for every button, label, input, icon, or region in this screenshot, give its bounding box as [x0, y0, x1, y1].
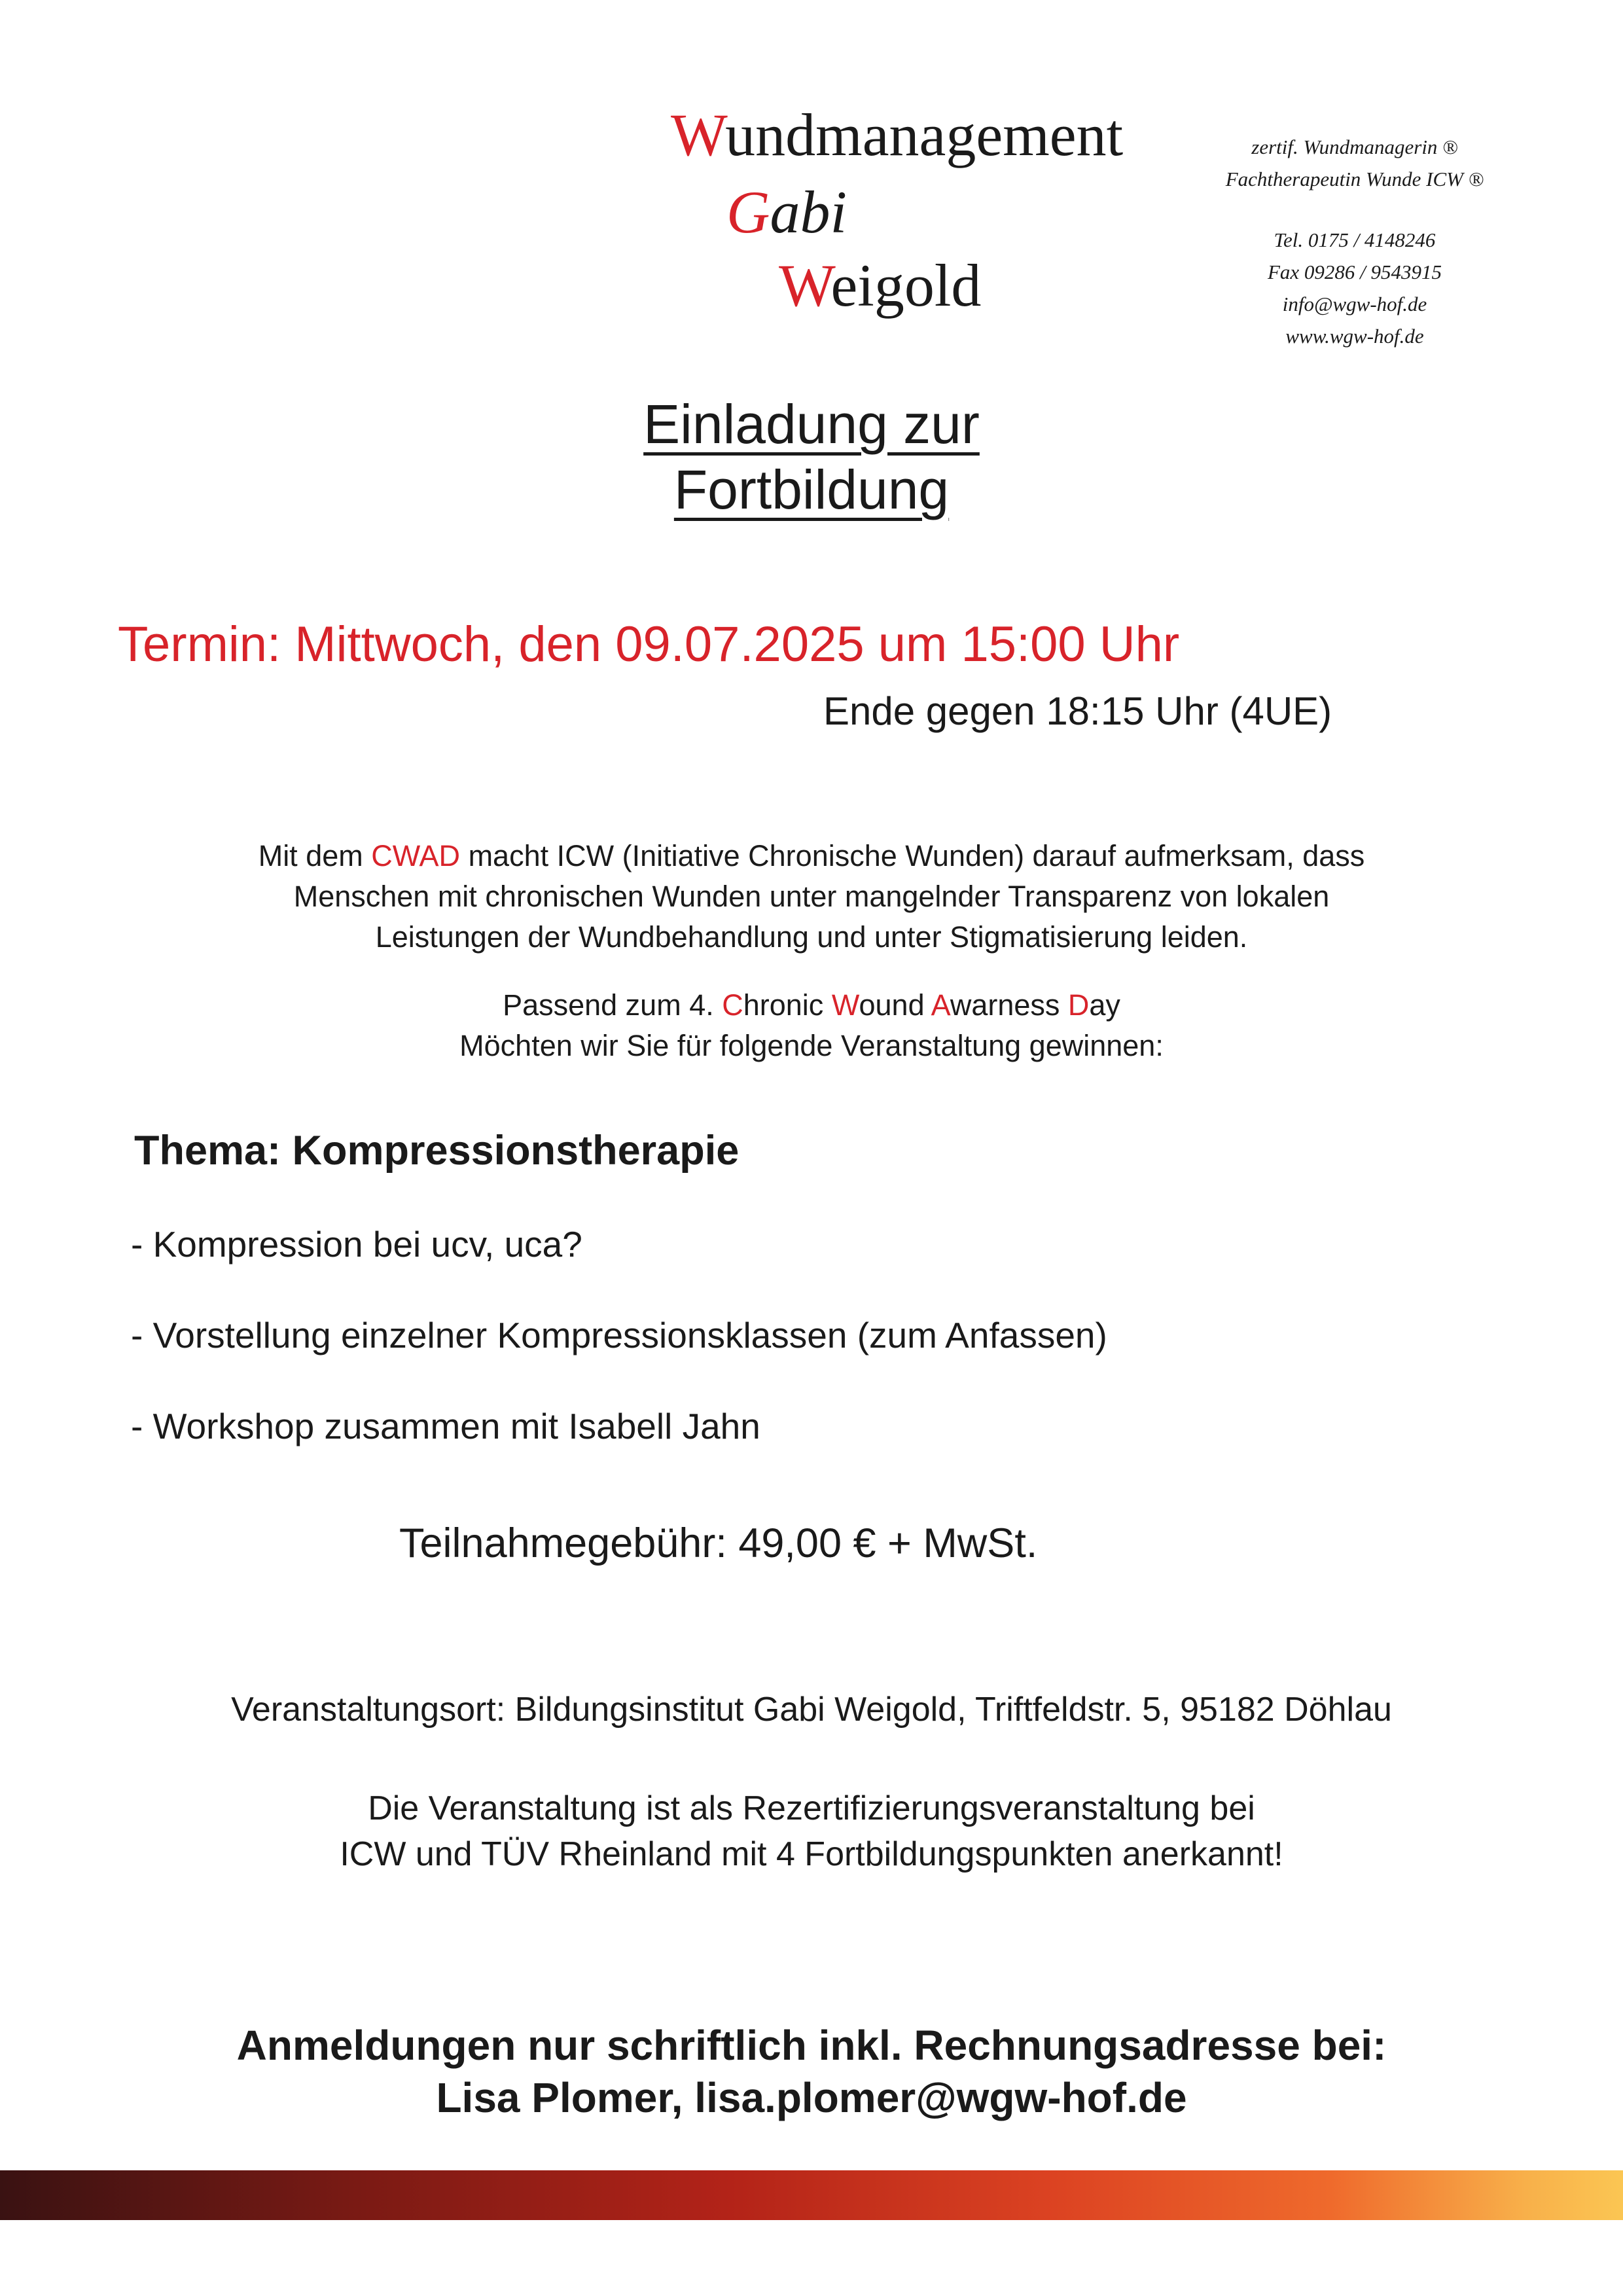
topic-bullet-1: - Kompression bei ucv, uca? [131, 1224, 582, 1265]
logo-initial: W [671, 101, 726, 168]
logo-text: abi [770, 179, 847, 245]
logo-initial: G [726, 179, 770, 245]
logo-text: undmanagement [725, 101, 1124, 168]
cwad-highlight: CWAD [371, 839, 461, 872]
logo-line-wundmanagement [671, 101, 1124, 168]
passend-text: Passend zum 4. [503, 988, 722, 1022]
logo-line-weigold [779, 252, 982, 319]
intro-paragraph [0, 836, 1623, 958]
intro-text: Mit dem [258, 839, 372, 872]
certification-2: Fachtherapeutin Wunde ICW ® [1225, 168, 1484, 190]
recertification-line-1: Die Veranstaltung ist als Rezertifizierungsveranstaltung bei [368, 1789, 1255, 1827]
footer-gradient-bar [0, 2170, 1623, 2220]
passend-text: ound [859, 988, 931, 1022]
acronym-letter-w: W [831, 988, 859, 1022]
topic-bullet-2: - Vorstellung einzelner Kompressionsklassen (zum Anfassen) [131, 1315, 1107, 1355]
logo-initial: W [779, 252, 831, 319]
logo-line-gabi [726, 179, 847, 245]
registration-line-1: Anmeldungen nur schriftlich inkl. Rechnungsadresse bei: [236, 2022, 1387, 2069]
participation-fee: Teilnahmegebühr: 49,00 € + MwSt. [399, 1520, 1038, 1566]
passend-line-2: Möchten wir Sie für folgende Veranstaltung gewinnen: [459, 1029, 1164, 1062]
logo-text: eigold [830, 252, 982, 319]
event-date: Termin: Mittwoch, den 09.07.2025 um 15:00 Uhr [118, 617, 1180, 672]
recertification-line-2: ICW und TÜV Rheinland mit 4 Fortbildungspunkten anerkannt! [340, 1835, 1283, 1873]
event-end-time: Ende gegen 18:15 Uhr (4UE) [823, 689, 1332, 733]
acronym-letter-d: D [1067, 988, 1090, 1022]
registration-info [0, 2019, 1623, 2124]
passend-text: warness [950, 988, 1068, 1022]
acronym-letter-c: C [722, 988, 743, 1022]
intro-line-3: Leistungen der Wundbehandlung und unter Stigmatisierung leiden. [375, 920, 1248, 954]
phone-number: Tel. 0175 / 4148246 [1274, 228, 1436, 251]
email-link[interactable]: info@wgw-hof.de [1282, 293, 1427, 315]
certification-1: zertif. Wundmanagerin ® [1251, 135, 1458, 158]
recertification-note [0, 1785, 1623, 1877]
acronym-letter-a: A [931, 988, 950, 1022]
awareness-day-paragraph [0, 985, 1623, 1066]
passend-text: hronic [743, 988, 832, 1022]
intro-line-2: Menschen mit chronischen Wunden unter mangelnder Transparenz von lokalen [293, 880, 1330, 913]
page-title [0, 391, 1623, 522]
passend-text: ay [1089, 988, 1120, 1022]
registration-contact[interactable]: Lisa Plomer, lisa.plomer@wgw-hof.de [436, 2074, 1187, 2121]
contact-block [1165, 131, 1544, 352]
fax-number: Fax 09286 / 9543915 [1267, 260, 1442, 283]
title-line-1: Einladung zur [643, 393, 980, 455]
website-link[interactable]: www.wgw-hof.de [1285, 325, 1424, 348]
title-line-2: Fortbildung [673, 459, 950, 520]
event-location: Veranstaltungsort: Bildungsinstitut Gabi Weigold, Triftfeldstr. 5, 95182 Döhlau [231, 1691, 1392, 1729]
intro-text: macht ICW (Initiative Chronische Wunden) darauf aufmerksam, dass [460, 839, 1365, 872]
topic-heading: Thema: Kompressionstherapie [134, 1128, 740, 1174]
topic-bullet-3: - Workshop zusammen mit Isabell Jahn [131, 1406, 760, 1446]
